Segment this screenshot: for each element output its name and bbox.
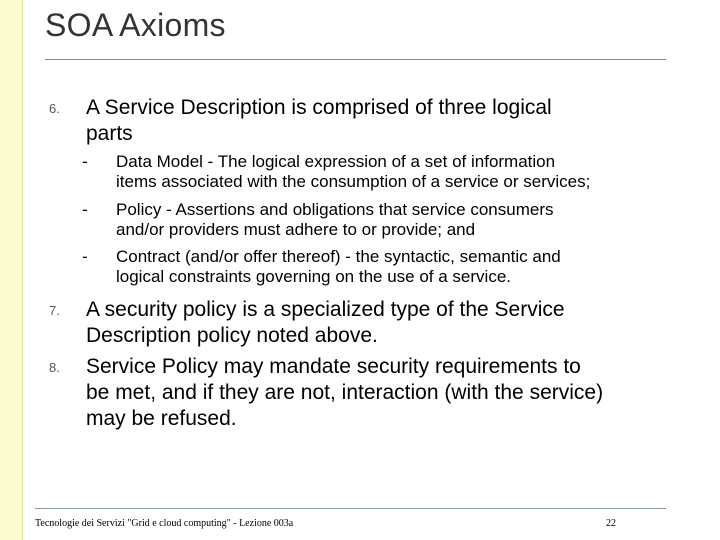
left-decorative-bar <box>0 0 22 540</box>
item-number: 8. <box>49 360 60 375</box>
subitem-text-line: logical constraints governing on the use of a service. <box>116 267 512 286</box>
item-text-line: be met, and if they are not, interaction (with the service) <box>86 381 604 404</box>
item-text-line: Service Policy may mandate security requirements to <box>86 355 581 378</box>
subitem-bullet: - <box>82 200 88 219</box>
page-number: 22 <box>606 518 616 529</box>
subitem-text-line: and/or providers must adhere to or provide; and <box>116 220 476 239</box>
title-divider <box>45 59 666 60</box>
item-text-line: A Service Description is comprised of three logical <box>86 96 552 119</box>
footer-divider <box>35 508 666 509</box>
item-text-line: A security policy is a specialized type of the Service <box>86 298 565 321</box>
item-text-line: parts <box>86 122 133 145</box>
item-text-line: Description policy noted above. <box>86 324 378 347</box>
subitem-text-line: Policy - Assertions and obligations that service consumers <box>116 200 554 219</box>
item-text-line: may be refused. <box>86 407 237 430</box>
subitem-bullet: - <box>82 152 88 171</box>
subitem-bullet: - <box>82 247 88 266</box>
item-number: 6. <box>49 101 60 116</box>
subitem-text-line: items associated with the consumption of a service or services; <box>116 172 591 191</box>
item-number: 7. <box>49 303 60 318</box>
subitem-text-line: Data Model - The logical expression of a set of information <box>116 152 556 171</box>
footer-caption: Tecnologie dei Servizi "Grid e cloud computing" - Lezione 003a <box>35 518 294 529</box>
left-bar-edge <box>22 0 23 540</box>
subitem-text-line: Contract (and/or offer thereof) - the syntactic, semantic and <box>116 247 561 266</box>
slide-title: SOA Axioms <box>45 7 226 43</box>
